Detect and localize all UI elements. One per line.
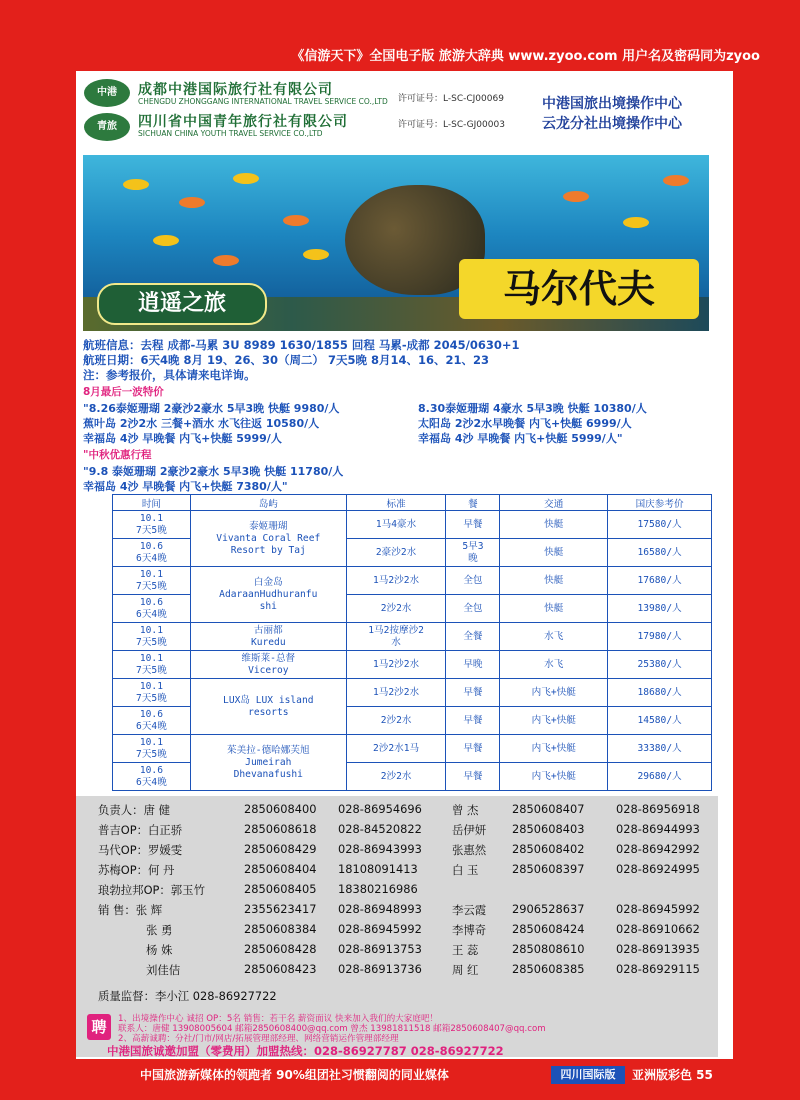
agency-header <box>76 71 733 155</box>
contact-qq: 2850608403 <box>512 822 585 836</box>
table-row <box>113 679 712 707</box>
cell-standard: 2沙2水 <box>346 707 446 735</box>
cell-transport: 内飞+快艇 <box>500 735 608 763</box>
col-island: 岛屿 <box>190 495 346 511</box>
flight-note: 注：参考报价，具体请来电详询。 <box>83 368 256 382</box>
contact-phone: 028-86945992 <box>616 902 700 916</box>
contact-name: 普吉OP：白正骄 <box>98 823 183 837</box>
table-row <box>113 735 712 763</box>
contact-phone: 028-86948993 <box>338 902 422 916</box>
license-2: 许可证号：L-SC-GJ00003 <box>398 120 505 130</box>
cell-standard: 2沙2水 <box>346 763 446 791</box>
august-offer-right-3: 幸福岛 4沙 早晚餐 内飞+快艇 5999/人" <box>418 432 623 445</box>
cell-meal: 5早3 晚 <box>446 539 500 567</box>
contact-name: 马代OP：罗媛雯 <box>98 843 183 857</box>
cell-time: 10.1 7天5晚 <box>113 651 191 679</box>
flight-dates: 航班日期：6天4晚 8月 19、26、30（周二） 7天5晚 8月14、16、21、23 <box>83 353 490 367</box>
august-offer-right-2: 太阳岛 2沙2水早晚餐 内飞+快艇 6999/人 <box>418 417 632 430</box>
franchise-hotline: 中港国旅诚邀加盟（零费用）加盟热线：028-86927787 028-86927722 <box>107 1044 504 1058</box>
contact-phone: 028-86954696 <box>338 802 422 816</box>
recruit-line-1: 1、出境操作中心 诚招 OP：5名 销售：若干名 薪资面议 快来加入我们的大家庭吧！ <box>118 1014 439 1024</box>
banner-tag: 逍遥之旅 <box>97 283 267 325</box>
contact-name: 周 红 <box>452 963 479 977</box>
cell-price: 16580/人 <box>608 539 712 567</box>
contact-name: 负责人：唐 健 <box>98 803 170 817</box>
cell-transport: 水飞 <box>500 623 608 651</box>
contact-qq: 2850608428 <box>244 942 317 956</box>
cell-standard: 2豪沙2水 <box>346 539 446 567</box>
contact-qq: 2850608384 <box>244 922 317 936</box>
maldives-banner <box>83 155 709 331</box>
contact-name: 销 售：张 辉 <box>98 903 163 917</box>
midautumn-offer-1: "9.8 泰姬珊瑚 2豪沙2豪水 5早3晚 快艇 11780/人 <box>83 465 344 478</box>
cell-standard: 1马4豪水 <box>346 511 446 539</box>
cell-price: 17580/人 <box>608 511 712 539</box>
cell-transport: 快艇 <box>500 539 608 567</box>
cell-price: 25380/人 <box>608 651 712 679</box>
contact-phone: 028-86924995 <box>616 862 700 876</box>
table-header-row <box>113 495 712 511</box>
contact-qq: 2850608385 <box>512 962 585 976</box>
cell-transport: 内飞+快艇 <box>500 707 608 735</box>
contact-phone: 028-86910662 <box>616 922 700 936</box>
contact-name: 刘佳佶 <box>146 963 181 977</box>
contact-name: 王 蕊 <box>452 943 479 957</box>
cell-standard: 2沙2水 <box>346 595 446 623</box>
cell-transport: 快艇 <box>500 511 608 539</box>
cell-meal: 早餐 <box>446 763 500 791</box>
contact-qq: 2850608404 <box>244 862 317 876</box>
cell-time: 10.6 6天4晚 <box>113 539 191 567</box>
cell-meal: 早餐 <box>446 679 500 707</box>
contact-name: 岳伊妍 <box>452 823 487 837</box>
recruitment-box <box>76 1010 718 1057</box>
cell-island: 泰姬珊瑚 Vivanta Coral Reef Resort by Taj <box>190 511 346 567</box>
cell-meal: 早餐 <box>446 511 500 539</box>
august-offer-right-1: 8.30泰姬珊瑚 4豪水 5早3晚 快艇 10380/人 <box>418 402 647 415</box>
contact-name: 曾 杰 <box>452 803 479 817</box>
company-name-1: 成都中港国际旅行社有限公司 <box>138 82 333 98</box>
col-price: 国庆参考价 <box>608 495 712 511</box>
cell-island: 茱美拉-德哈娜芙旭 Jumeirah Dhevanafushi <box>190 735 346 791</box>
august-offer-title: 8月最后一波特价 <box>83 386 164 398</box>
august-offer-left-1: "8.26泰姬珊瑚 2豪沙2豪水 5早3晚 快艇 9980/人 <box>83 402 340 415</box>
cell-time: 10.1 7天5晚 <box>113 623 191 651</box>
cell-price: 14580/人 <box>608 707 712 735</box>
august-offer-left-2: 蕉叶岛 2沙2水 三餐+酒水 水飞往返 10580/人 <box>83 417 320 430</box>
contact-phone: 028-86943993 <box>338 842 422 856</box>
cell-standard: 1马2按摩沙2 水 <box>346 623 446 651</box>
col-transport: 交通 <box>500 495 608 511</box>
contact-qq: 2906528637 <box>512 902 585 916</box>
contact-name: 张惠然 <box>452 843 487 857</box>
cell-price: 29680/人 <box>608 763 712 791</box>
contact-list <box>76 796 718 1010</box>
contact-name: 李云霞 <box>452 903 487 917</box>
cell-time: 10.1 7天5晚 <box>113 511 191 539</box>
cell-standard: 1马2沙2水 <box>346 679 446 707</box>
contact-qq: 2850608397 <box>512 862 585 876</box>
quality-supervisor: 质量监督：李小江 028-86927722 <box>98 989 277 1003</box>
table-row <box>113 651 712 679</box>
cell-meal: 早晚 <box>446 651 500 679</box>
cell-transport: 水飞 <box>500 651 608 679</box>
operation-center-2: 云龙分社出境操作中心 <box>542 116 682 132</box>
operation-center-1: 中港国旅出境操作中心 <box>542 96 682 112</box>
contact-qq: 2355623417 <box>244 902 317 916</box>
zhonggang-logo: 中港 <box>84 79 130 107</box>
cell-standard: 2沙2水1马 <box>346 735 446 763</box>
contact-phone: 18108091413 <box>338 862 418 876</box>
cyts-logo: 青旅 <box>84 113 130 141</box>
contact-qq: 2850608618 <box>244 822 317 836</box>
cell-price: 17980/人 <box>608 623 712 651</box>
contact-name: 苏梅OP：何 丹 <box>98 863 175 877</box>
cell-meal: 早餐 <box>446 707 500 735</box>
cell-island: LUX岛 LUX island resorts <box>190 679 346 735</box>
company-name-1-en: CHENGDU ZHONGGANG INTERNATIONAL TRAVEL SERVICE CO.,LTD <box>138 97 388 106</box>
contact-phone: 028-86913736 <box>338 962 422 976</box>
company-name-2-en: SICHUAN CHINA YOUTH TRAVEL SERVICE CO.,LTD <box>138 129 323 138</box>
august-offer-left-3: 幸福岛 4沙 早晚餐 内飞+快艇 5999/人 <box>83 432 282 445</box>
cell-price: 18680/人 <box>608 679 712 707</box>
cell-transport: 内飞+快艇 <box>500 679 608 707</box>
contact-phone: 028-84520822 <box>338 822 422 836</box>
edition-badge: 四川国际版 <box>551 1066 625 1084</box>
cell-standard: 1马2沙2水 <box>346 567 446 595</box>
cell-meal: 全包 <box>446 595 500 623</box>
contact-name: 张 勇 <box>146 923 173 937</box>
contact-phone: 028-86945992 <box>338 922 422 936</box>
contact-phone: 028-86913753 <box>338 942 422 956</box>
cell-island: 古丽都 Kuredu <box>190 623 346 651</box>
cell-meal: 早餐 <box>446 735 500 763</box>
cell-time: 10.6 6天4晚 <box>113 707 191 735</box>
contact-phone: 028-86913935 <box>616 942 700 956</box>
cell-time: 10.6 6天4晚 <box>113 763 191 791</box>
cell-price: 13980/人 <box>608 595 712 623</box>
flight-info: 航班信息：去程 成都-马累 3U 8989 1630/1855 回程 马累-成都 2045/0630+1 <box>83 338 520 352</box>
contact-qq: 2850808610 <box>512 942 585 956</box>
recruit-line-3: 2、高薪诚聘：分社/门市/网店/拓展管理部经理、网络营销运作管理部经理 <box>118 1034 399 1044</box>
contact-phone: 028-86942992 <box>616 842 700 856</box>
license-1: 许可证号：L-SC-CJ00069 <box>398 94 504 104</box>
contact-phone: 028-86956918 <box>616 802 700 816</box>
table-row <box>113 567 712 595</box>
contact-name: 杨 姝 <box>146 943 173 957</box>
contact-qq: 2850608423 <box>244 962 317 976</box>
contact-qq: 2850608405 <box>244 882 317 896</box>
table-row <box>113 511 712 539</box>
col-time: 时间 <box>113 495 191 511</box>
contact-phone: 028-86929115 <box>616 962 700 976</box>
col-meal: 餐 <box>446 495 500 511</box>
banner-title: 马尔代夫 <box>459 259 699 319</box>
company-name-2: 四川省中国青年旅行社有限公司 <box>138 114 348 130</box>
cell-island: 白金岛 AdaraanHudhuranfu shi <box>190 567 346 623</box>
ad-page <box>76 71 733 1059</box>
contact-qq: 2850608400 <box>244 802 317 816</box>
table-row <box>113 623 712 651</box>
footer-page-info: 亚洲版彩色 55 <box>632 1068 713 1082</box>
top-banner-text: 《信游天下》全国电子版 旅游大辞典 www.zyoo.com 用户名及密码同为zyoo <box>291 49 760 64</box>
contact-qq: 2850608429 <box>244 842 317 856</box>
cell-standard: 1马2沙2水 <box>346 651 446 679</box>
cell-transport: 内飞+快艇 <box>500 763 608 791</box>
col-standard: 标准 <box>346 495 446 511</box>
midautumn-offer-title: "中秋优惠行程 <box>83 449 152 461</box>
cell-time: 10.1 7天5晚 <box>113 567 191 595</box>
page-footer <box>0 1062 800 1088</box>
contact-qq: 2850608424 <box>512 922 585 936</box>
cell-time: 10.6 6天4晚 <box>113 595 191 623</box>
cell-island: 维斯莱-总督 Viceroy <box>190 651 346 679</box>
cell-meal: 全包 <box>446 567 500 595</box>
cell-transport: 快艇 <box>500 595 608 623</box>
footer-slogan: 中国旅游新媒体的领跑者 90%组团社习惯翻阅的同业媒体 <box>140 1068 449 1082</box>
contact-name: 李博奇 <box>452 923 487 937</box>
cell-meal: 全餐 <box>446 623 500 651</box>
cell-price: 17680/人 <box>608 567 712 595</box>
contact-qq: 2850608407 <box>512 802 585 816</box>
contact-phone: 18380216986 <box>338 882 418 896</box>
contact-phone: 028-86944993 <box>616 822 700 836</box>
midautumn-offer-2: 幸福岛 4沙 早晚餐 内飞+快艇 7380/人" <box>83 480 288 493</box>
cell-time: 10.1 7天5晚 <box>113 735 191 763</box>
contact-qq: 2850608402 <box>512 842 585 856</box>
recruit-badge: 聘 <box>87 1014 111 1040</box>
cell-price: 33380/人 <box>608 735 712 763</box>
recruit-line-2: 联系人：唐健 13908005604 邮箱2850608400@qq.com 曾杰 13981811518 邮箱2850608407@qq.com <box>118 1024 546 1034</box>
cell-transport: 快艇 <box>500 567 608 595</box>
cell-time: 10.1 7天5晚 <box>113 679 191 707</box>
contact-name: 白 玉 <box>452 863 479 877</box>
contact-name: 琅勃拉邦OP：郭玉竹 <box>98 883 205 897</box>
national-day-price-table <box>112 494 712 791</box>
